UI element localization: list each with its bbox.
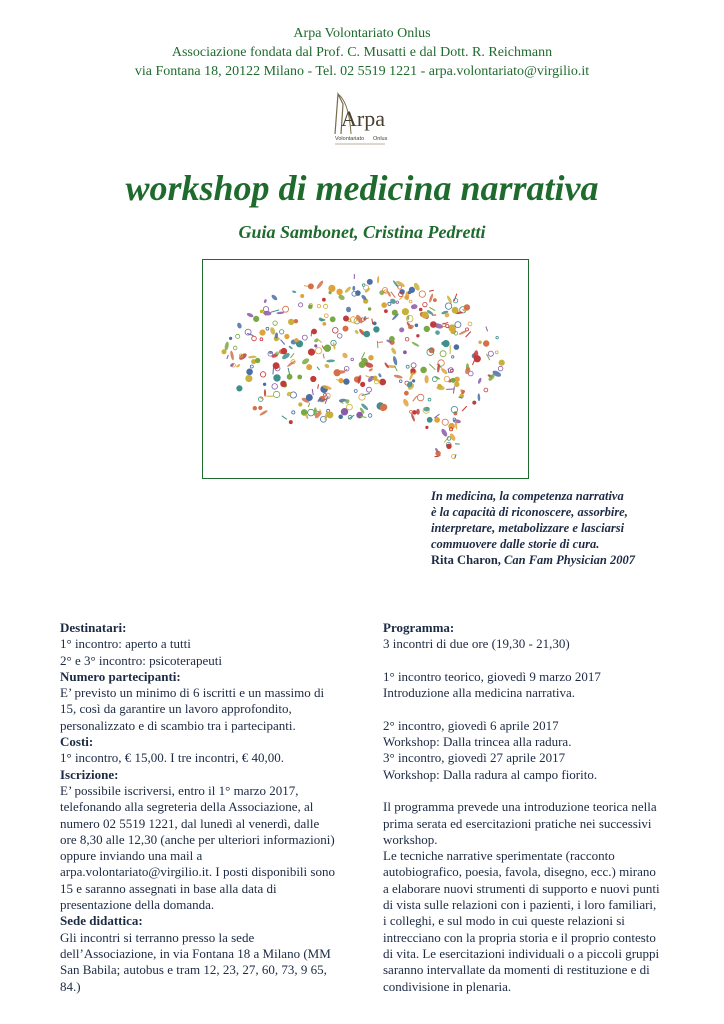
brain-motif: [400, 290, 405, 295]
logo-sub2: Onlus: [373, 136, 388, 142]
brain-motif: [324, 363, 330, 369]
brain-motif: [453, 419, 462, 424]
brain-motif: [368, 368, 373, 372]
page-title: workshop di medicina narrativa: [125, 168, 599, 208]
session-1-date: 1° incontro teorico, giovedì 9 marzo 2017: [383, 668, 601, 684]
brain-motif: [259, 409, 268, 416]
brain-motif: [380, 379, 386, 385]
quote-line: è la capacità di riconoscere, assorbire,: [431, 505, 628, 519]
quote-line: interpretare, metabolizzare e lasciarsi: [431, 521, 625, 535]
brain-motif: [486, 327, 488, 332]
brain-motif: [458, 329, 467, 335]
brain-motif: [366, 376, 371, 378]
brain-motif: [406, 365, 409, 368]
brain-motif: [429, 364, 435, 370]
brain-motif: [468, 322, 472, 326]
brain-motif: [395, 366, 398, 372]
brain-motif: [254, 316, 259, 321]
session-2-desc: Workshop: Dalla trincea alla radura.: [383, 734, 572, 750]
brain-motif: [426, 426, 428, 428]
brain-motif: [392, 356, 398, 366]
brain-motif: [464, 366, 471, 375]
brain-motif: [327, 412, 333, 418]
brain-motif: [337, 334, 342, 339]
brain-motif: [274, 375, 281, 382]
brain-motif: [417, 335, 420, 338]
brain-motif: [306, 394, 312, 400]
brain-motif: [453, 386, 454, 393]
brain-motif: [488, 351, 493, 356]
brain-motif: [361, 382, 365, 386]
brain-motif: [381, 404, 387, 410]
brain-motif: [390, 347, 397, 355]
brain-motif: [263, 299, 267, 304]
brain-motif: [423, 302, 427, 306]
brain-motif: [404, 391, 408, 395]
brain-motif: [236, 334, 240, 338]
brain-motif: [378, 342, 382, 343]
brain-motif: [411, 341, 420, 347]
brain-motif: [291, 353, 295, 358]
brain-motif: [393, 374, 403, 379]
quote-block: [431, 488, 701, 568]
brain-motif: [292, 290, 297, 293]
brain-motif: [428, 398, 431, 401]
brain-motif: [409, 300, 412, 303]
brain-motif: [421, 367, 427, 373]
brain-motif: [357, 412, 363, 418]
brain-motif: [405, 337, 409, 341]
registration-text: E’ possibile iscriversi, entro il 1° marzo 2017, telefonando alla segreteria della Associazione, al numero 02 5519 1221, dal lunedì al venerdì, dalle ore 8,30 alle 12,30 (anche per ulteriori informazioni) oppure inviando una mail a arpa.volontariato@virgilio.it. I posti disponibili sono 15 e saranno assegnati in base alla data di presentazione della domanda.: [60, 782, 335, 913]
brain-motif: [269, 327, 276, 336]
brain-motif: [373, 322, 376, 325]
brain-motif: [330, 317, 335, 322]
brain-motif: [378, 373, 382, 378]
brain-motif: [315, 348, 321, 354]
brain-motif: [391, 292, 396, 298]
brain-motif: [326, 359, 335, 362]
brain-motif: [346, 307, 351, 313]
brain-motif: [322, 298, 325, 301]
brain-motif: [272, 384, 278, 390]
brain-motif: [324, 304, 328, 308]
brain-motif: [440, 428, 448, 438]
brain-motif: [317, 367, 320, 370]
brain-motif: [248, 355, 257, 358]
brain-motif: [429, 307, 435, 310]
brain-motif: [440, 351, 446, 357]
brain-motif: [271, 310, 280, 312]
brain-motif: [317, 304, 320, 307]
brain-motif: [283, 306, 289, 312]
brain-motif: [354, 329, 359, 334]
brain-motif: [341, 408, 348, 415]
brain-motif: [271, 294, 279, 302]
brain-motif: [266, 327, 269, 330]
brain-motif: [416, 409, 420, 415]
brain-motif: [236, 322, 242, 329]
brain-motif: [341, 352, 348, 360]
brain-motif: [473, 401, 476, 404]
brain-motif: [444, 376, 449, 381]
participants-text: E’ previsto un minimo di 6 iscritti e un massimo di 15, così da garantire un lavoro approfondito, personalizzato e di scambio tra i partecipanti.: [60, 685, 325, 733]
techniques-paragraph: Le tecniche narrative sperimentate (racconto autobiografico, poesia, favola, disegno, ecc.) mirano a elaborare nuovi strumenti di supporto e nuovi punti di vista sulle relazioni con i pazienti, i loro familiari, i colleghi, e sul modo in cui queste relazioni si intrecciano con la propria storia e il proprio contesto di vita. Le esercitazioni individuali o a piccoli gruppi saranno intervallate da momenti di restituzione e di condivisione in plenaria.: [383, 848, 660, 994]
brain-motif: [347, 404, 353, 410]
brain-motif: [367, 387, 372, 392]
participants-heading: Numero partecipanti:: [60, 668, 181, 684]
brain-motif: [483, 341, 489, 347]
brain-motif: [247, 369, 253, 375]
brain-motif: [324, 314, 328, 318]
brain-motif: [288, 345, 293, 350]
brain-motif: [285, 334, 289, 338]
brain-motif: [337, 289, 343, 295]
brain-motif: [286, 391, 292, 397]
costs-text: 1° incontro, € 15,00. I tre incontri, € 40,00.: [60, 750, 284, 766]
brain-motif: [451, 378, 455, 382]
brain-motif: [227, 355, 229, 359]
brain-motif: [273, 391, 279, 397]
brain-motif: [318, 384, 319, 389]
brain-motif: [496, 336, 498, 338]
brain-motif: [295, 339, 299, 343]
quote-attribution: [431, 552, 701, 568]
brain-motif: [354, 390, 357, 393]
brain-motif: [454, 294, 457, 302]
brain-motif: [236, 364, 241, 368]
brain-motif: [466, 332, 471, 338]
brain-motif: [369, 355, 374, 360]
brain-motif: [455, 382, 460, 387]
brain-motif: [412, 380, 414, 382]
brain-motif: [398, 327, 405, 334]
destinatari-item: 1° incontro: aperto a tutti: [60, 636, 191, 652]
brain-motif: [299, 403, 302, 406]
brain-motif: [364, 331, 370, 337]
brain-motif: [308, 409, 315, 416]
brain-motif: [273, 363, 279, 369]
address-line: via Fontana 18, 20122 Milano - Tel. 02 5519 1221 - arpa.volontariato@virgilio.it: [134, 64, 590, 79]
brain-image: [203, 260, 527, 477]
brain-motif: [246, 312, 254, 318]
brain-motif: [419, 291, 425, 297]
brain-motif: [344, 286, 352, 294]
brain-motif: [343, 316, 348, 321]
brain-motif: [424, 375, 428, 383]
brain-motif: [367, 279, 372, 284]
brain-motif: [454, 345, 459, 350]
brain-motif: [323, 322, 326, 325]
brain-motif: [298, 375, 302, 379]
brain-motif: [377, 276, 380, 284]
brain-motif: [324, 345, 331, 352]
brain-motif: [396, 301, 398, 303]
brain-motif: [229, 337, 231, 339]
brain-motif: [292, 411, 295, 414]
brain-motif: [499, 360, 504, 365]
brain-motif: [446, 325, 449, 328]
venue-heading: Sede didattica:: [60, 913, 143, 929]
brain-motif: [422, 312, 428, 318]
brain-motif: [288, 319, 294, 325]
brain-motif: [323, 354, 324, 359]
brain-motif: [389, 298, 397, 305]
brain-motif: [273, 321, 277, 325]
brain-motif: [403, 351, 406, 354]
brain-motif: [260, 372, 265, 377]
brain-motif: [442, 342, 445, 345]
brain-motif: [450, 369, 453, 372]
brain-motif: [260, 310, 263, 313]
quote-source: Can Fam Physician 2007: [504, 553, 635, 567]
brain-motif: [233, 346, 237, 350]
quote-author: Rita Charon,: [431, 553, 501, 567]
brain-motif: [435, 417, 440, 422]
brain-motif: [281, 381, 287, 387]
brain-motif: [252, 336, 257, 341]
brain-motif: [428, 293, 434, 303]
registration-heading: Iscrizione:: [60, 766, 119, 782]
venue-text: Gli incontri si terranno presso la sede dell’Associazione, in via Fontana 18 a Milano (MM San Babila; autobus e tram 12, 23, 27, 60, 73, 9 65, 84.): [60, 929, 331, 994]
brain-motif: [384, 310, 387, 313]
brain-motif: [402, 309, 408, 315]
brain-motif: [329, 285, 335, 291]
logo-wordmark: Arpa: [341, 106, 385, 131]
brain-motif: [288, 368, 290, 375]
brain-motif: [299, 303, 303, 307]
program-paragraph: Il programma prevede una introduzione teorica nella prima serata ed esercitazioni pratiche nei successivi workshop.: [383, 799, 657, 847]
brain-motif: [334, 370, 340, 376]
destinatari-heading: Destinatari:: [60, 620, 127, 635]
brain-motif: [434, 330, 440, 336]
brain-motif: [333, 328, 339, 334]
costs-heading: Costi:: [60, 734, 94, 750]
session-1-desc: Introduzione alla medicina narrativa.: [383, 685, 576, 701]
brain-motif: [308, 305, 312, 309]
brain-motif: [260, 330, 265, 335]
destinatari-item: 2° e 3° incontro: psicoterapeuti: [60, 652, 223, 668]
brain-motif: [259, 406, 262, 409]
brain-motif: [318, 317, 324, 322]
brain-motif: [452, 307, 458, 313]
session-3-desc: Workshop: Dalla radura al campo fiorito.: [383, 766, 598, 782]
brain-motif: [308, 403, 310, 407]
brain-motif: [462, 406, 467, 411]
brain-motif: [453, 418, 455, 420]
brain-motif: [276, 311, 284, 314]
brain-motif: [447, 444, 452, 449]
brain-motif: [455, 322, 461, 328]
brain-motif: [351, 358, 354, 361]
brain-motif: [343, 326, 348, 331]
brain-motif: [250, 365, 253, 368]
brain-motif: [415, 324, 418, 327]
brain-motif: [388, 302, 391, 305]
brain-motif: [446, 295, 453, 304]
brain-motif: [264, 389, 266, 397]
quote-line: commuovere dalle storie di cura.: [431, 537, 600, 551]
letterhead: [0, 24, 724, 81]
brain-motif: [430, 322, 436, 328]
authors: Guia Sambonet, Cristina Pedretti: [238, 222, 486, 242]
brain-motif: [413, 396, 417, 401]
brain-motif: [429, 290, 434, 291]
logo-sub1: Volontariato: [335, 136, 365, 142]
brain-motif: [307, 365, 312, 370]
brain-motif: [419, 308, 422, 311]
brain-motif: [368, 414, 372, 418]
brain-motif: [281, 348, 287, 354]
brain-motif: [246, 375, 252, 381]
brain-motif: [477, 377, 482, 384]
brain-motif: [445, 303, 451, 309]
brain-motif: [411, 363, 416, 368]
brain-motif: [372, 319, 373, 325]
org-name: Arpa Volontariato Onlus: [293, 26, 431, 41]
brain-motif: [311, 376, 316, 381]
brain-motif: [363, 285, 368, 290]
brain-motif: [374, 327, 380, 333]
brain-motif: [301, 294, 304, 297]
brain-motif: [408, 291, 411, 294]
brain-motif: [382, 303, 387, 308]
brain-motif: [281, 340, 285, 345]
brain-motif: [479, 341, 482, 344]
brain-motif: [294, 319, 298, 323]
brain-motif: [287, 374, 292, 379]
brain-motif: [442, 419, 448, 425]
founders-line: Associazione fondata dal Prof. C. Musatti e dal Dott. R. Reichmann: [171, 45, 553, 60]
brain-motif: [253, 406, 257, 410]
brain-motif: [433, 299, 436, 302]
session-3-date: 3° incontro, giovedì 27 aprile 2017: [383, 750, 566, 766]
brain-motif: [344, 379, 350, 385]
brain-motif: [413, 411, 417, 415]
quote-line: In medicina, la competenza narrativa: [431, 489, 624, 503]
brain-motif: [316, 280, 325, 290]
brain-motif: [368, 308, 371, 311]
brain-motif: [359, 394, 365, 400]
brain-motif: [280, 330, 284, 334]
brain-motif: [308, 349, 314, 355]
brain-motif: [444, 436, 449, 442]
brain-motif: [451, 329, 456, 334]
brain-motif: [255, 358, 260, 363]
brain-motif: [417, 394, 424, 401]
brain-motif: [302, 335, 307, 340]
brain-motif: [315, 345, 317, 347]
brain-motif: [484, 388, 488, 392]
brain-motif: [399, 380, 402, 383]
brain-motif: [452, 356, 454, 358]
brain-motif: [440, 367, 448, 375]
brain-motif: [424, 326, 430, 332]
brain-motif: [260, 338, 263, 341]
brain-motif: [359, 362, 365, 368]
brain-motif: [312, 329, 317, 334]
brain-motif: [263, 383, 266, 386]
brain-motif: [222, 350, 226, 354]
brain-motif: [498, 366, 503, 371]
brain-motif: [339, 415, 343, 419]
session-2-date: 2° incontro, giovedì 6 aprile 2017: [383, 717, 559, 733]
brain-motif: [308, 284, 313, 289]
arpa-logo: [329, 90, 391, 148]
info-column: [60, 620, 335, 995]
brain-motif: [312, 389, 313, 395]
program-summary: 3 incontri di due ore (19,30 - 21,30): [383, 636, 570, 652]
program-column: [383, 620, 663, 995]
brain-motif: [464, 305, 470, 311]
brain-illustration: [202, 259, 529, 479]
brain-motif: [377, 341, 378, 348]
brain-motif: [477, 393, 480, 401]
brain-motif: [237, 386, 242, 391]
brain-motif: [230, 350, 235, 360]
brain-motif: [411, 304, 418, 310]
brain-motif: [495, 351, 498, 354]
brain-motif: [402, 398, 410, 407]
brain-motif: [282, 416, 287, 420]
program-heading: Programma:: [383, 620, 455, 635]
brain-motif: [410, 410, 413, 413]
brain-motif: [289, 421, 292, 424]
brain-motif: [352, 286, 355, 291]
brain-motif: [427, 417, 432, 422]
